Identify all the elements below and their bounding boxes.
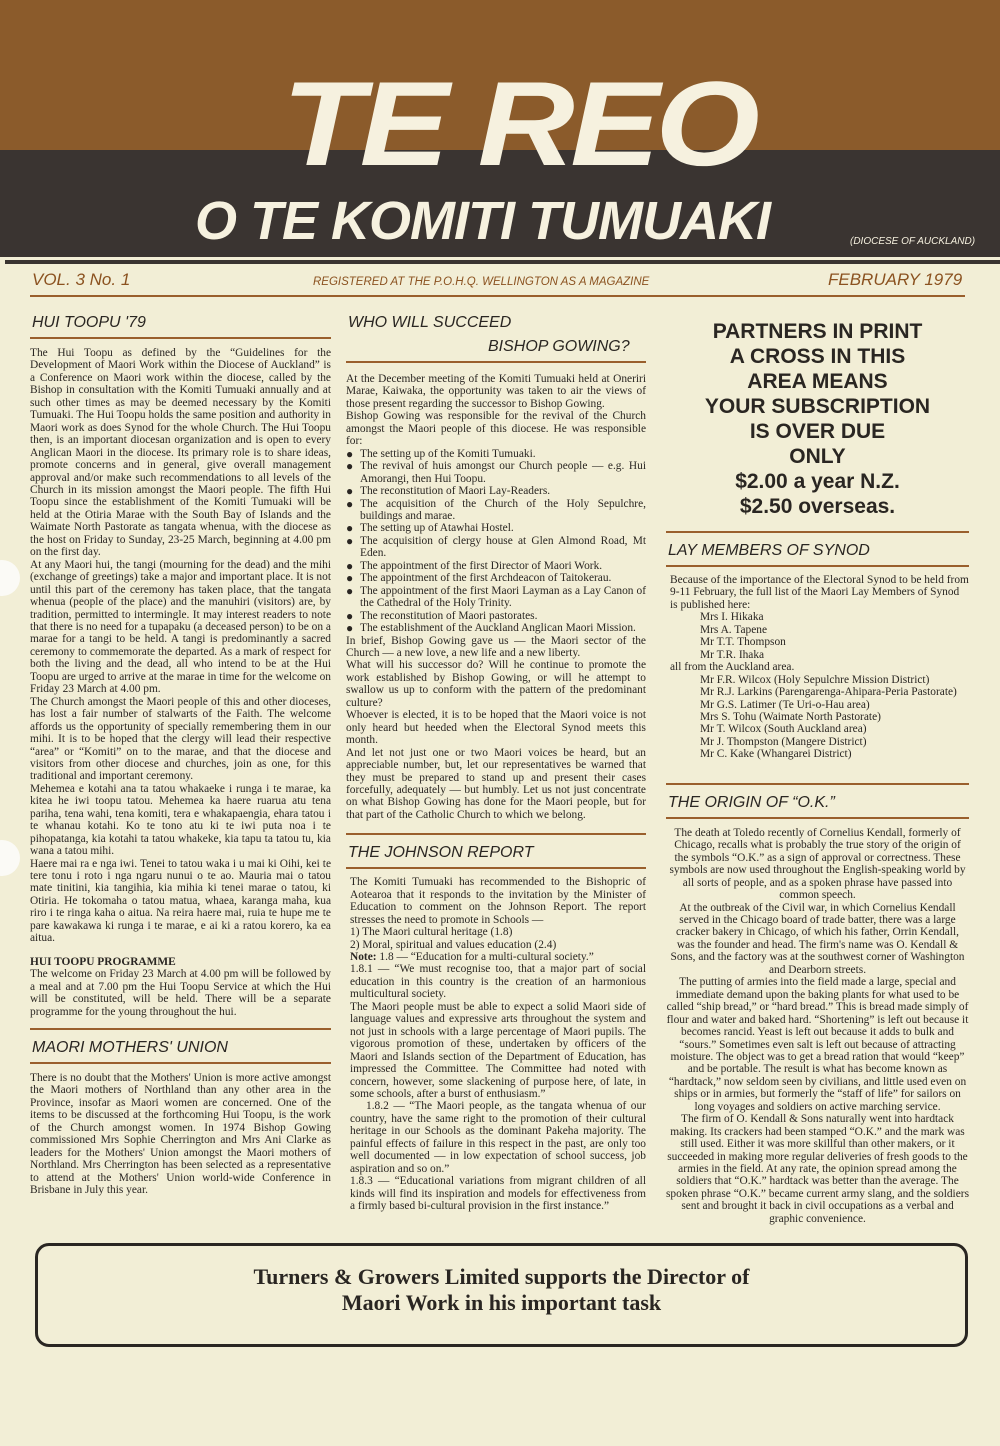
left-column (30, 305, 331, 1197)
list-item: Mr F.R. Wilcox (Holy Sepulchre Mission District) (700, 673, 930, 686)
divider (666, 783, 969, 785)
masthead-diocese: (DIOCESE OF AUCKLAND) (850, 236, 976, 247)
divider (346, 867, 646, 869)
paragraph: The welcome on Friday 23 March at 4.00 pm will be followed by a meal and at 7.00 pm the Hui Toopu Service at which the Hui will be constituted, will be held. There will be a separate programme for the young throughout the hui. (30, 968, 331, 1018)
list-item: 1) The Maori cultural heritage (1.8) (350, 926, 513, 939)
paragraph: What will his successor do? Will he continue to promote the work established by Bishop Gowing, or will he attempt to swallow us up to conform with the pattern of the predominant culture? (346, 659, 646, 709)
list-item: Mr J. Thompston (Mangere District) (700, 735, 867, 748)
paragraph: There is no doubt that the Mothers' Union is more active amongst the Maori mothers of Northland than any other area in the Province, insofar as Maori women are concerned. One of the items to be discussed at the forthcoming Hui Toopu, is the work of the Church amongst women. In 1974 Bishop Gowing commissioned Mrs Sophie Cherrington and Mrs Ani Clarke as leaders for the Mothers' Union amongst the Maori mothers of Northland. Mrs Cherrington has been selected as a representative to attend at the Mothers' Union world-wide Conference in Brisbane in July this year. (30, 1072, 331, 1197)
section-heading-hui-toopu: HUI TOOPU '79 (32, 314, 146, 331)
list-item: ● The establishment of the Auckland Anglican Maori Mission. (346, 621, 636, 636)
section-heading-succeed: WHO WILL SUCCEED (348, 314, 512, 331)
hui-toopu-article (30, 347, 331, 1018)
right-column (666, 305, 969, 1225)
paragraph: In brief, Bishop Gowing gave us — the Maori sector of the Church — a new love, a new life and a new liberty. (346, 634, 646, 659)
divider (30, 1062, 331, 1064)
paragraph: 1.8.3 — “Educational variations from migrant children of all kinds will find its inspiration and models for effectiveness from a firmly based bi-cultural provision in the first instance.” (350, 1175, 646, 1213)
divider (666, 565, 969, 567)
paragraph: The Komiti Tumuaki has recommended to the Bishopric of Aotearoa that it responds to the invitation by the Minister of Education to comment on the Johnson Report. The report stresses the need to promote in Schools — (350, 876, 646, 926)
paragraph: The putting of armies into the field made a large, special and immediate demand upon the baking plants for what used to be called “ship bread,” or “hard bread.” This is bread made simply of flour and water and baked hard. “Shortening” is left out because it becomes rancid. Yeast is left out because it adds to bulk and “sours.” Sometimes even salt is left out because of attracting moisture. The object was to get a bread ration that would “keep” and be portable. The result is what has become known as “hardtack,” now seldom seen by civilians, and little used even on ships or in armies, but formerly the “staff of life” for sailors on long voyages and soldiers on active marching service. (666, 976, 969, 1113)
list-item: Mrs S. Tohu (Waimate North Pastorate) (700, 710, 881, 723)
johnson-article (346, 876, 646, 1212)
list-item: ● The appointment of the first Director of Maori Work. (346, 558, 603, 573)
paragraph: And let not just one or two Maori voices be heard, but an appreciable number, but, let our representatives be warned that they must be prepared to stand up and present their cases forcefully, adequately — but humbly. Let us not just concentrate on what Bishop Gowing has done for the Maori people, but for that part of the Catholic Church to which we belong. (346, 746, 646, 821)
ad-line: Maori Work in his important task (341, 1290, 662, 1316)
list-item: Mr G.S. Latimer (Te Uri-o-Hau area) (700, 698, 870, 711)
note: Note: 1.8 — “Education for a multi-cultural society.” (350, 951, 594, 964)
list-item: ● The setting up of the Komiti Tumuaki. (346, 446, 536, 461)
paragraph: Bishop Gowing was responsible for the revival of the Church amongst the Maori people of this diocese. He was responsible for: (346, 410, 646, 448)
list-item: Mr C. Kake (Whangarei District) (700, 748, 852, 761)
list-item: Mrs A. Tapene (700, 623, 768, 636)
paragraph: Haere mai ra e nga iwi. Tenei to tatou waka i u mai ki Oihi, kei te tere tonu i roto i nga ngaru nunui o te ao. Mauria mai o tatou mate tinitini, kia tangihia, kia mihia ki tenei marae o tatou, ki Otiria. He tokomaha o tatou matua, whaea, karanga maha, kua riro i te ringa kaha o aitua. Na reira haere mai, ruia te hupe me te pare kawakawa ki runga i te marae, e ai ki a ratou korero, ka ea aitua. (30, 857, 331, 945)
middle-column (346, 305, 646, 1213)
paragraph: The death at Toledo recently of Cornelius Kendall, formerly of Chicago, recalls what is probably the true story of the origin of the symbols “O.K.” as a sign of approval or correctness. These symbols are now used throughout the English-speaking world by all sorts of people, and as a spoken phrase have passed into common speech. (669, 826, 966, 902)
list-item: Mrs I. Hikaka (700, 611, 764, 624)
masthead-title: TE REO (282, 57, 756, 191)
subscription-notice: PARTNERS IN PRINT A CROSS IN THIS AREA MEANS YOUR SUBSCRIPTION IS OVER DUE ONLY $2.00 a year N.Z. $2.50 overseas. (666, 319, 969, 519)
price-overseas: $2.50 overseas. (739, 495, 896, 518)
list-item: ● The reconstitution of Maori Lay-Readers. (346, 484, 551, 499)
list-item: 2) Moral, spiritual and values education (2.4) (350, 938, 557, 951)
paragraph: all from the Auckland area. (670, 661, 795, 674)
list-item: Mr T. Wilcox (South Auckland area) (700, 723, 867, 736)
paragraph: At the outbreak of the Civil war, in which Cornelius Kendall served in the Chicago board of trade batter, there was a large cracker bakery in Chicago, of which his father, Orrin Kendall, was the founder and head. The firm's name was O. Kendall & Sons, and the factory was at the southwest corner of Washington and Dearborn streets. (670, 901, 965, 976)
section-heading-mothers-union: MAORI MOTHERS' UNION (32, 1039, 228, 1057)
issue-date: FEBRUARY 1979 (828, 270, 963, 289)
list-item: ● The appointment of the first Archdeacon of Taitokerau. (346, 571, 612, 586)
list-item: Mr T.T. Thompson (700, 636, 786, 649)
lay-members-article (666, 574, 969, 761)
list-item: ● The acquisition of the Church of the Holy Sepulchre, buildings and marae. (346, 496, 646, 522)
divider (30, 1028, 331, 1030)
price-nz: $2.00 a year N.Z. (735, 470, 900, 493)
divider (666, 817, 969, 819)
paragraph: The firm of O. Kendall & Sons naturally went into hardtack making. Its crackers had been stamped “O.K.” and the mark was still used. Either it was more skillful than other makers, or it succeeded in making more regular deliveries of fresh goods to the armies in the field. At any rate, the opinion spread among the soldiers that “O.K.” hardtack was better than the average. The spoken phrase “O.K.” became current army slang, and the soldiers sent and brought it back in civil occupations as a verbal and graphic convenience. (666, 1113, 970, 1225)
divider (30, 337, 331, 339)
paragraph: Mehemea e kotahi ana ta tatou whakaeke i runga i te marae, ka kitea he iwi toopu tatou. Mehemea ka haere ruarua atu tena pariha, tena wahi, tena komiti, tera e whakapaengia, ehara tatou i te whanau kotahi. Ko te tono atu ki te iwi puta noa i te pihopatanga, kia kotahi ta tatou whakeke, kia tapu ta tatou tu, kia wana a tatou mihi. (30, 782, 331, 858)
list-item: ● The revival of huis amongst our Church people — e.g. Hui Amorangi, then Hui Toopu. (346, 459, 646, 485)
paragraph: At the December meeting of the Komiti Tumuaki held at Oneriri Marae, Kaiwaka, the opportunity was taken to air the views of those present regarding the successor to Bishop Gowing. (346, 373, 646, 410)
paragraph: Because of the importance of the Electoral Synod to be held from 9-11 February, the full list of the Maori Lay Members of Synod is published here: (670, 574, 969, 611)
list-item: ● The reconstitution of Maori pastorates. (346, 608, 538, 623)
paragraph: At any Maori hui, the tangi (mourning for the dead) and the mihi (exchange of greetings) take a major and important place. It is not until this part of the ceremony has taken place, that the tangata whenua (people of the place) and the manuhiri (visitors) are, by tradition, permitted to intermingle. It may interest readers to note that there is no need for a tupapaku (a deceased person) to be on a marae for a tangi to be held. A tangi is predominantly a sacred ceremony to commemorate the departed. As a mark of respect for both the living and the dead, all who intend to be at the Hui Toopu are urged to arrive at the marae in time for the welcome on Friday 23 March at 4.00 pm. (30, 558, 331, 696)
divider (666, 531, 969, 533)
paragraph: The Maori people must be able to expect a solid Maori side of language values and expressive arts throughout the system and not just in schools with a large percentage of Maori pupils. The vigorous promotion of these, undertaken by officers of the Maori and Islands section of the Department of Education, has impressed the Committee. The Committee had noted with concern, however, some slackening of purpose here, of late, in some schools, after a burst of enthusiasm.” (350, 1000, 646, 1101)
subheading-programme: HUI TOOPU PROGRAMME (30, 955, 176, 968)
list-item: Mr R.J. Larkins (Parengarenga-Ahipara-Peria Pastorate) (700, 686, 957, 699)
section-heading-lay-members: LAY MEMBERS OF SYNOD (668, 542, 870, 559)
ok-article (666, 827, 969, 1226)
list-item: ● The setting up of Atawhai Hostel. (346, 521, 514, 536)
registration-notice: REGISTERED AT THE P.O.H.Q. WELLINGTON AS A MAGAZINE (313, 276, 650, 288)
divider (346, 833, 646, 835)
list-item: Mr T.R. Ihaka (700, 648, 765, 661)
masthead-subtitle: O TE KOMITI TUMUAKI (195, 191, 770, 251)
paragraph: Whoever is elected, it is to be hoped that the Maori voice is not only heard but heeded when the Electoral Synod meets this month. (346, 709, 646, 747)
paragraph: The Hui Toopu as defined by the “Guidelines for the Development of Maori Work within the Diocese of Auckland” is a Conference on Maori work within the diocese, called by the Bishop in consultation with the Komiti Tumuaki annually and at such other times as may be deemed necessary by the Komiti Tumuaki. The Hui Toopu holds the same position and authority in Maori work as does Synod for the whole Church. The Hui Toopu then, is an important diocesan organization and is open to every Anglican Maori in the diocese. Its primary role is to share ideas, promote concerns and in general, give overall management approval and/or make such recommendations to all levels of the Church in its mission amongst the Maori people. The fifth Hui Toopu since the establishment of the Komiti Tumuaki will be held at the Otiria Marae with the South Bay of Islands and the Waimate North Pastorate as tangata whenua, with the diocese as the host on Friday to Sunday, 23-25 March, beginning at 4.00 pm on the first day. (30, 347, 331, 559)
advertisement-box (35, 1243, 968, 1347)
ad-line: Turners & Growers Limited supports the Director of (253, 1264, 750, 1290)
paragraph: 1.8.1 — “We must recognise too, that a major part of social education in this country is the creation of an harmonious multicultural society. (350, 963, 646, 1001)
section-heading-succeed-2: BISHOP GOWING? (488, 338, 630, 355)
list-item: ● The acquisition of clergy house at Glen Almond Road, Mt Eden. (346, 533, 646, 560)
paragraph: The Church amongst the Maori people of this and other dioceses, has lost a fair number of stalwarts of the Faith. The welcome affords us the opportunity of specially remembering them in our mihi. It is to be hoped that the clergy will lead their respective “area” or “Komiti” on to the marae, and that the diocese and visitors from other diocese and churches, join as one, for this traditional and important ceremony. (30, 695, 331, 783)
section-heading-johnson: THE JOHNSON REPORT (348, 844, 534, 862)
section-heading-ok: THE ORIGIN OF “O.K.” (668, 793, 835, 811)
paragraph: 1.8.2 — “The Maori people, as the tangata whenua of our country, have the same right to the promotion of their cultural heritage in our Schools as the dominant Pakeha majority. The painful effects of failure in this respect in the past, are only too well documented — in low expectation of school success, job aspiration and so on.” (350, 1100, 646, 1175)
mothers-union-article (30, 1072, 331, 1197)
divider (346, 361, 646, 363)
list-item: ● The appointment of the first Maori Layman as a Lay Canon of the Cathedral of the Holy Trinity. (346, 583, 646, 610)
succeed-article (346, 373, 646, 821)
volume-label: VOL. 3 No. 1 (32, 270, 131, 289)
